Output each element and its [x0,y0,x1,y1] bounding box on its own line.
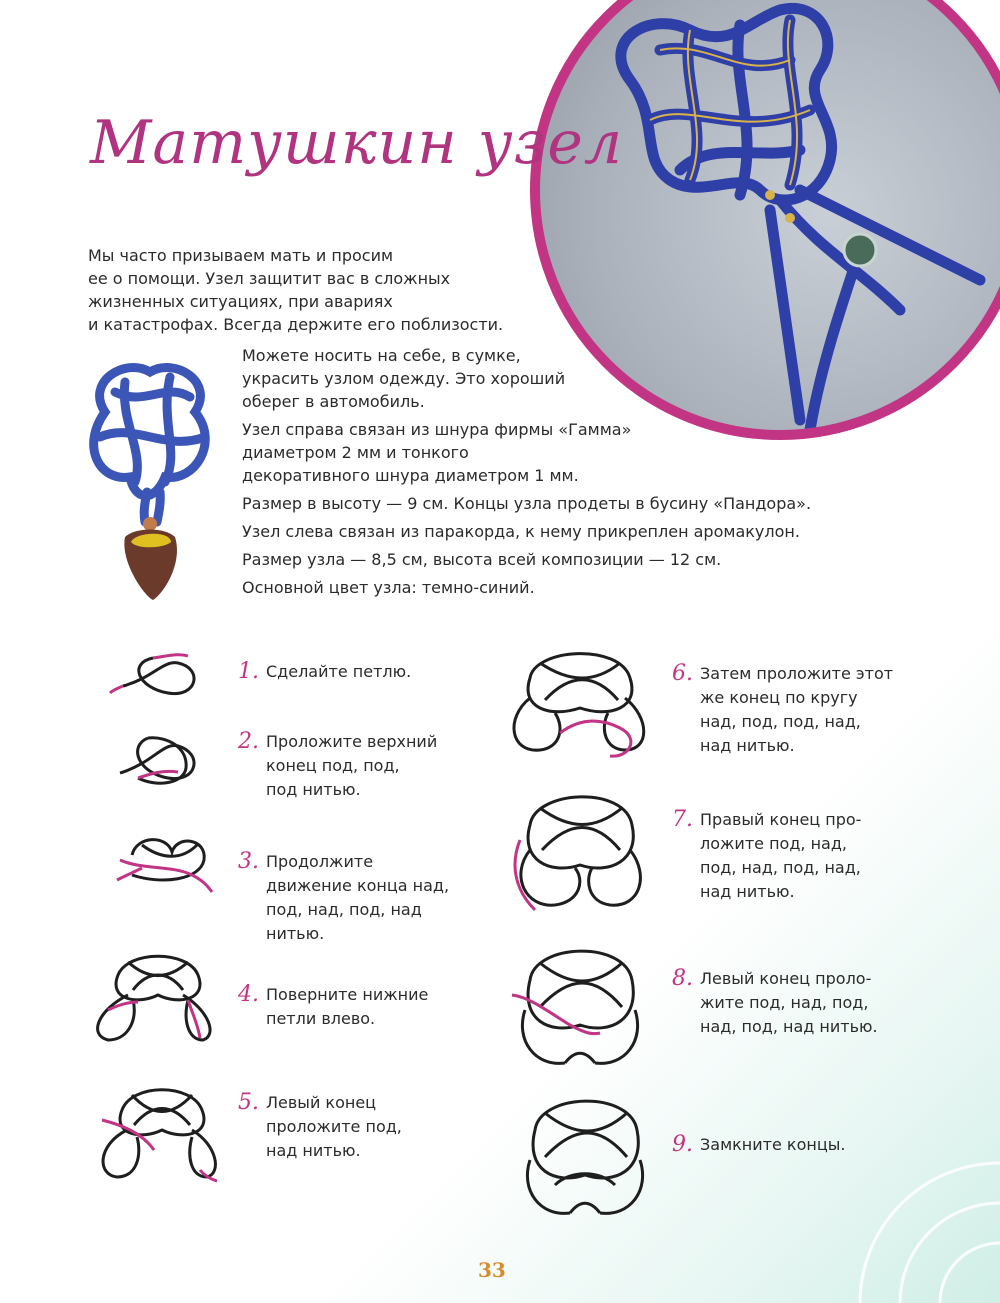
step-2 [238,730,437,802]
step-5 [238,1091,402,1163]
intro-line: Мы часто призываем мать и просим [88,246,394,265]
pendant-photo [75,352,225,612]
step-number: 2. [238,729,259,754]
page-title: Матушкин узел [90,108,624,178]
details-text [242,344,882,599]
step-number: 1. [238,659,259,684]
step-5-diagram [92,1075,232,1185]
step-6 [672,662,893,758]
step-text: Левый конец проложите под, над нитью. [266,1093,402,1160]
step-2-diagram [108,728,218,798]
step-8 [672,967,878,1039]
step-text: Правый конец про- ложите под, над, под, над, под, над, над нитью. [700,810,862,901]
size-right-text: Размер в высоту — 9 см. Концы узла продеты в бусину «Пандора». [242,494,812,513]
details-line: оберег в автомобиль. [242,392,425,411]
step-text: Сделайте петлю. [266,662,412,681]
corner-ornament [820,1110,1000,1303]
intro-line: ее о помощи. Узел защитит вас в сложных [88,269,451,288]
step-7 [672,808,861,904]
step-number: 7. [672,807,693,832]
step-number: 6. [672,661,693,686]
step-8-diagram [500,935,660,1075]
step-number: 4. [238,982,259,1007]
step-6-diagram [500,638,660,768]
step-text: Левый конец проло- жите под, над, под, над, под, над нитью. [700,969,878,1036]
intro-text [88,244,558,336]
step-number: 5. [238,1090,259,1115]
step-text: Затем проложите этот же конец по кругу над, под, под, над, над нитью. [700,664,894,755]
page-number: 33 [478,1258,506,1282]
cord-line: диаметром 2 мм и тонкого [242,443,469,462]
cord-line: декоративного шнура диаметром 1 мм. [242,466,579,485]
step-1 [238,660,411,684]
intro-line: жизненных ситуациях, при авариях [88,292,393,311]
left-knot-text: Узел слева связан из паракорда, к нему прикреплен аромакулон. [242,522,800,541]
color-text: Основной цвет узла: темно-синий. [242,578,535,597]
step-number: 9. [672,1132,693,1157]
step-3 [238,850,449,946]
step-text: Замкните концы. [700,1135,846,1154]
step-3-diagram [112,830,222,895]
step-number: 8. [672,966,693,991]
step-4 [238,983,428,1031]
step-text: Проложите верхний конец под, под, под нитью. [266,732,438,799]
details-line: украсить узлом одежду. Это хороший [242,369,566,388]
step-text: Поверните нижние петли влево. [266,985,429,1028]
step-1-diagram [108,648,218,708]
step-number: 3. [238,849,259,874]
step-4-diagram [88,940,228,1050]
step-7-diagram [500,780,660,920]
intro-line: и катастрофах. Всегда держите его поблизости. [88,315,504,334]
step-text: Продолжите движение конца над, под, над, под, над нитью. [266,852,450,943]
pendant-illustration [75,352,225,612]
cord-line: Узел справа связан из шнура фирмы «Гамма» [242,420,632,439]
step-9-diagram [505,1085,665,1225]
details-line: Можете носить на себе, в сумке, [242,346,521,365]
size-left-text: Размер узла — 8,5 см, высота всей композиции — 12 см. [242,550,722,569]
